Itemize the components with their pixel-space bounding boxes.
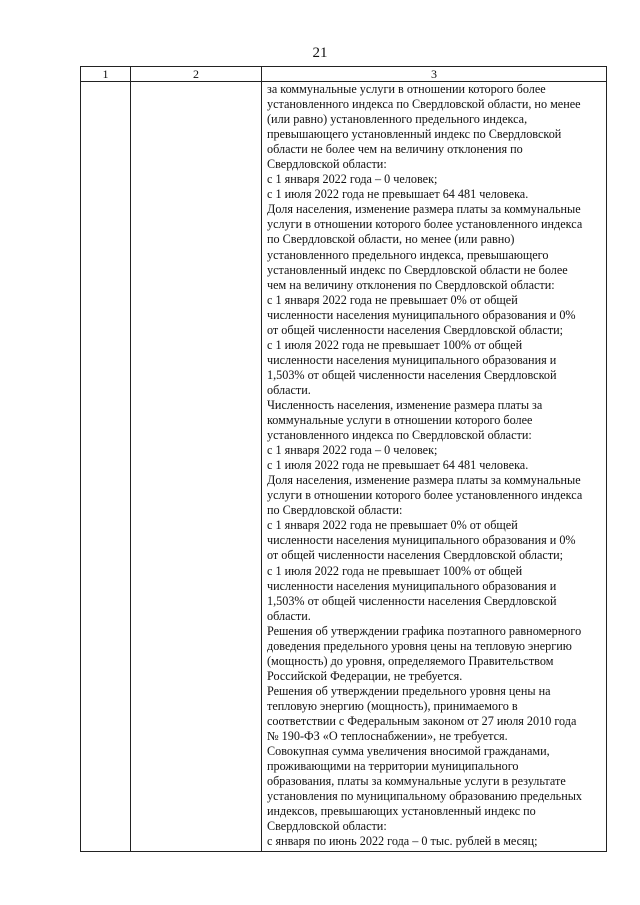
cell-col-1 (81, 82, 131, 852)
cell-col-2 (131, 82, 262, 852)
cell-col-3-text (262, 82, 607, 852)
text-line: установленного предельного индекса, превышающего (267, 247, 549, 262)
text-line: индексов, превышающих установленный индекс по (267, 804, 536, 819)
text-line: доведения предельного уровня цены на тепловую энергию (267, 638, 572, 653)
text-line: с 1 января 2022 года не превышает 0% от общей (267, 292, 518, 307)
text-line: Численность населения, изменение размера платы за (267, 397, 543, 412)
text-line: за коммунальные услуги в отношении которого более (267, 82, 546, 96)
text-line: от общей численности населения Свердловской области; (267, 548, 564, 563)
text-line: Совокупная сумма увеличения вносимой гражданами, (267, 744, 550, 759)
text-line: установленный индекс по Свердловской области не более (267, 262, 568, 277)
text-line: проживающими на территории муниципального (267, 759, 519, 774)
text-line: области. (267, 608, 311, 623)
text-line: численности населения муниципального образования и (267, 352, 557, 367)
text-line: установленного индекса по Свердловской области: (267, 428, 532, 443)
table-header-row (81, 67, 607, 82)
text-line: (или равно) установленного предельного индекса, (267, 112, 528, 127)
header-col-2: 2 (131, 67, 262, 82)
text-line: Решения об утверждении графика поэтапного равномерного (267, 623, 582, 638)
text-line: установленного индекса по Свердловской области, но менее (267, 97, 581, 112)
text-line: Свердловской области: (267, 157, 387, 172)
header-col-1: 1 (81, 67, 131, 82)
text-line: численности населения муниципального образования и 0% (267, 533, 576, 548)
text-line: области не более чем на величину отклонения по (267, 142, 523, 157)
text-line: с 1 января 2022 года – 0 человек; (267, 172, 438, 187)
text-line: тепловую энергию (мощность), принимаемого в (267, 698, 518, 713)
text-line: соответствии с Федеральным законом от 27 июля 2010 года (267, 713, 577, 728)
page-number: 21 (312, 45, 328, 61)
text-line: Свердловской области: (267, 819, 387, 834)
text-line: с 1 июля 2022 года не превышает 64 481 человека. (267, 187, 529, 202)
text-line: Доля населения, изменение размера платы за коммунальные (267, 473, 581, 488)
text-line: численности населения муниципального образования и 0% (267, 307, 576, 322)
text-line: с 1 июля 2022 года не превышает 64 481 человека. (267, 458, 529, 473)
text-line: 1,503% от общей численности населения Свердловской (267, 367, 557, 382)
text-line: области. (267, 382, 311, 397)
text-line: (мощность) до уровня, определяемого Правительством (267, 653, 554, 668)
text-line: с 1 января 2022 года не превышает 0% от общей (267, 518, 518, 533)
text-line: по Свердловской области: (267, 503, 403, 518)
text-line: с 1 января 2022 года – 0 человек; (267, 443, 438, 458)
text-line: образования, платы за коммунальные услуги в результате (267, 774, 566, 789)
table-row (81, 82, 607, 852)
text-line: Российской Федерации, не требуется. (267, 668, 463, 683)
text-line: по Свердловской области, но менее (или равно) (267, 232, 515, 247)
text-line: численности населения муниципального образования и (267, 578, 557, 593)
text-line: услуги в отношении которого более установленного индекса (267, 217, 583, 232)
text-line: услуги в отношении которого более установленного индекса (267, 488, 583, 503)
text-line: чем на величину отклонения по Свердловской области: (267, 277, 555, 292)
text-line: с января по июнь 2022 года – 0 тыс. рублей в месяц; (267, 834, 538, 849)
text-line: установления по муниципальному образованию предельных (267, 789, 583, 804)
document-table (80, 66, 607, 852)
text-line: № 190-ФЗ «О теплоснабжении», не требуется. (267, 729, 508, 744)
text-line: Решения об утверждении предельного уровня цены на (267, 683, 551, 698)
header-col-3: 3 (262, 67, 607, 82)
text-line: с 1 июля 2022 года не превышает 100% от общей (267, 563, 523, 578)
text-line: 1,503% от общей численности населения Свердловской (267, 593, 557, 608)
text-line: Доля населения, изменение размера платы за коммунальные (267, 202, 581, 217)
text-line: от общей численности населения Свердловской области; (267, 322, 564, 337)
text-line: коммунальные услуги в отношении которого более (267, 413, 533, 428)
text-line: с 1 июля 2022 года не превышает 100% от общей (267, 337, 523, 352)
text-line: превышающего установленный индекс по Свердловской (267, 127, 562, 142)
